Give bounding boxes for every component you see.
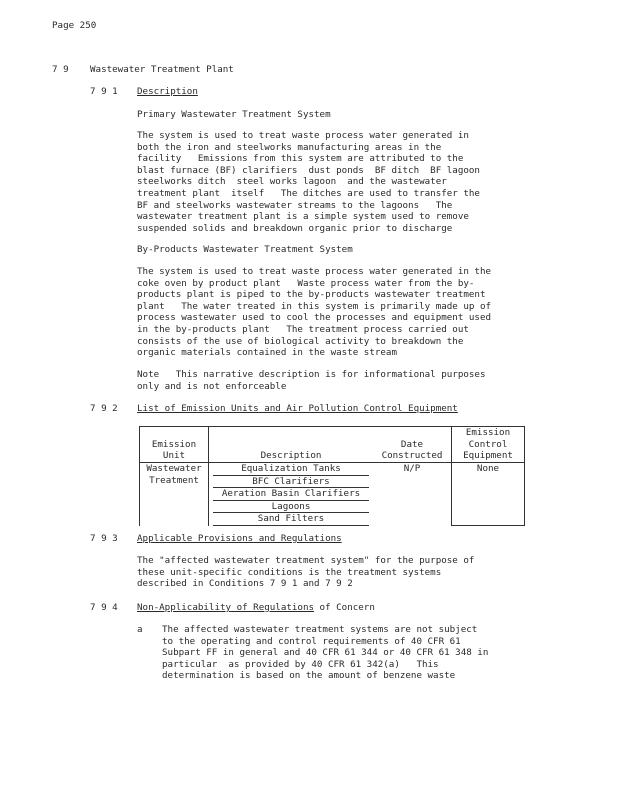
header-control-equipment: Emission Control Equipment	[452, 427, 525, 463]
s792-number: 7 9 2	[90, 403, 118, 414]
page-header: Page 250	[52, 20, 97, 31]
equipment-cell: None	[452, 463, 525, 526]
unit-cell: Wastewater Treatment	[140, 463, 209, 526]
item-a-paragraph: The affected wastewater treatment systems are not subject to the operating and control requirements of 40 CFR 61 Subpart FF in general and 40 CFR 61 344 or 40 CFR 61 348 in particular as provided by 40 CFR 61 342(a) This determination is based on the amount of benzene waste	[162, 624, 489, 682]
s794-title: Non-Applicability of Regulations of Concern	[137, 602, 375, 613]
note-paragraph: Note This narrative description is for informational purposes only and is not enforceable	[137, 369, 486, 392]
byproducts-system-title: By-Products Wastewater Treatment System	[137, 244, 353, 255]
header-date-constructed: Date Constructed	[373, 427, 452, 463]
s792-title: List of Emission Units and Air Pollution Control Equipment	[137, 403, 458, 414]
primary-system-paragraph: The system is used to treat waste process water generated in both the iron and steelworks manufacturing areas in the facility Emissions from this system are attributed to the blast furnace (BF) clarifiers dust ponds BF ditch BF lagoon steelworks ditch steel works lagoon and the wastewater treatment plant itself The ditches are used to transfer the BF and steelworks wastewater streams to the lagoons The wastewater treatment plant is a simple system used to remove suspended solids and breakdown organic prior to discharge	[137, 130, 480, 234]
s791-number: 7 9 1	[90, 86, 118, 97]
section-title: Wastewater Treatment Plant	[90, 64, 234, 75]
byproducts-system-paragraph: The system is used to treat waste process water generated in the coke oven by product plant Waste process water from the by- products plant is piped to the by-products wastewater treatment plant The water treated in this system is primarily made up of process wastewater used to cool the processes and equipment used in the by-products plant The treatment process carried out consists of the use of biological activity to breakdown the organic materials contained in the waste stream	[137, 266, 492, 359]
item-a-label: a	[137, 624, 143, 635]
header-emission-unit: Emission Unit	[140, 427, 209, 463]
header-description: Description	[209, 427, 374, 463]
description-row: BFC Clarifiers	[213, 476, 369, 489]
s793-number: 7 9 3	[90, 533, 118, 544]
emission-units-table	[139, 426, 525, 526]
description-row: Equalization Tanks	[213, 463, 369, 476]
date-cell: N/P	[403, 463, 421, 474]
section-number: 7 9	[52, 64, 69, 75]
description-row: Sand Filters	[213, 513, 369, 526]
s793-title: Applicable Provisions and Regulations	[137, 533, 342, 544]
primary-system-title: Primary Wastewater Treatment System	[137, 109, 331, 120]
description-row: Aeration Basin Clarifiers	[213, 488, 369, 501]
descriptions-cell	[209, 463, 374, 526]
s794-number: 7 9 4	[90, 602, 118, 613]
description-row: Lagoons	[213, 501, 369, 514]
s791-title: Description	[137, 86, 198, 97]
s793-paragraph: The "affected wastewater treatment system" for the purpose of these unit-specific conditions is the treatment systems described in Conditions 7 9 1 and 7 9 2	[137, 555, 475, 590]
